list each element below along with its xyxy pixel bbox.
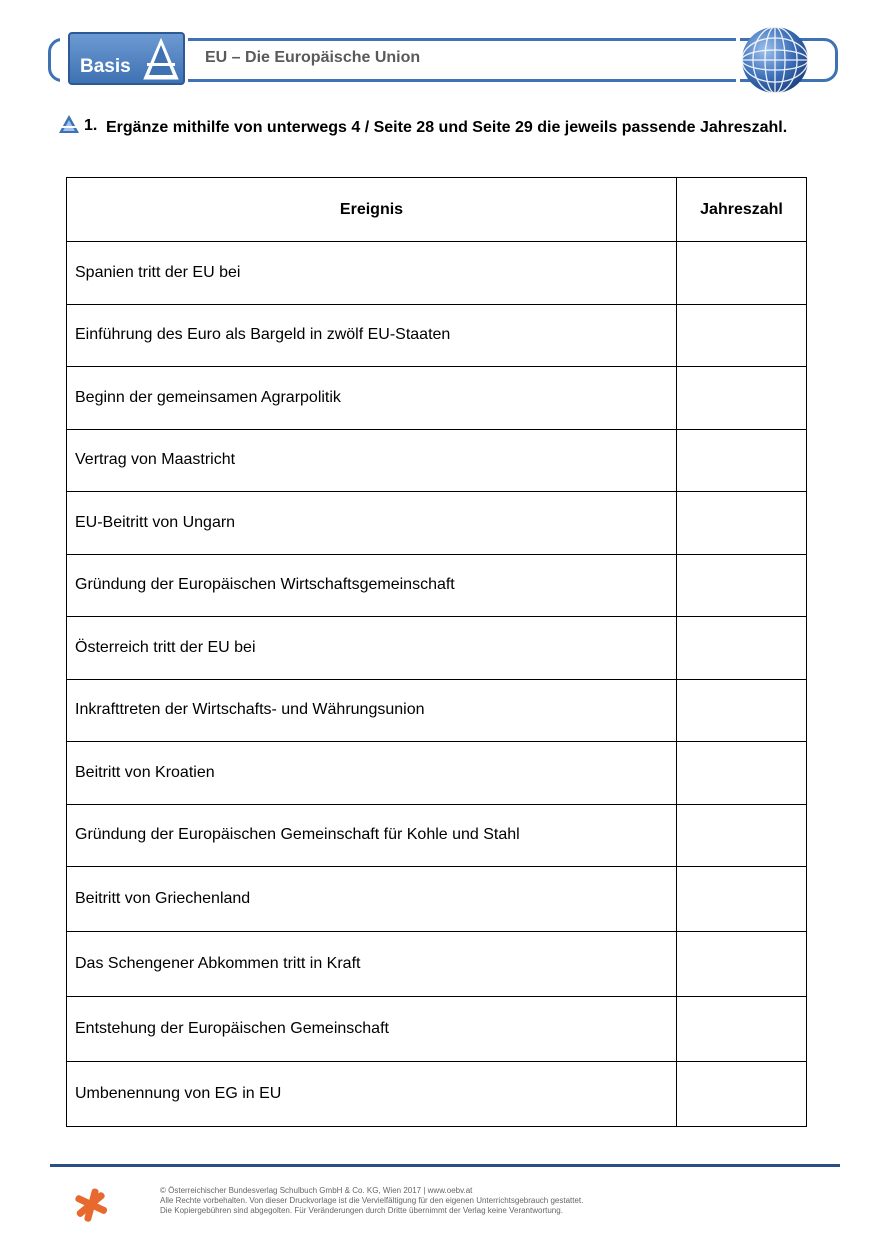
footer-copyright (160, 1186, 583, 1216)
year-cell[interactable] (677, 242, 807, 305)
table-row (67, 242, 807, 305)
table-row (67, 1062, 807, 1127)
triangle-level-icon (142, 37, 180, 81)
event-cell: Einführung des Euro als Bargeld in zwölf EU-Staaten (67, 304, 677, 367)
table-row (67, 304, 807, 367)
table-row (67, 617, 807, 680)
year-cell[interactable] (677, 492, 807, 555)
event-cell: Spanien tritt der EU bei (67, 242, 677, 305)
task-level-icon (58, 114, 80, 134)
event-cell: Gründung der Europäischen Wirtschaftsgemeinschaft (67, 554, 677, 617)
basis-label: Basis (80, 56, 131, 77)
table-row (67, 429, 807, 492)
event-cell: Beitritt von Griechenland (67, 867, 677, 932)
year-cell[interactable] (677, 804, 807, 867)
year-cell[interactable] (677, 554, 807, 617)
publisher-logo-icon (72, 1186, 110, 1224)
table-row (67, 554, 807, 617)
year-cell[interactable] (677, 304, 807, 367)
year-cell[interactable] (677, 1062, 807, 1127)
footer-line-2: Alle Rechte vorbehalten. Von dieser Druckvorlage ist die Vervielfältigung für den eigenen Unterrichtsgebrauch gestattet. (160, 1196, 584, 1205)
event-cell: Beitritt von Kroatien (67, 742, 677, 805)
event-cell: EU-Beitritt von Ungarn (67, 492, 677, 555)
column-header-event: Ereignis (67, 178, 677, 242)
year-cell[interactable] (677, 867, 807, 932)
events-table (66, 177, 806, 1127)
table-row (67, 867, 807, 932)
year-cell[interactable] (677, 429, 807, 492)
table-row (67, 932, 807, 997)
table-row (67, 679, 807, 742)
table-row (67, 742, 807, 805)
table-row (67, 492, 807, 555)
event-cell: Das Schengener Abkommen tritt in Kraft (67, 932, 677, 997)
event-cell: Inkrafttreten der Wirtschafts- und Währungsunion (67, 679, 677, 742)
footer-line-1: © Österreichischer Bundesverlag Schulbuch GmbH & Co. KG, Wien 2017 | www.oebv.at (160, 1186, 473, 1195)
footer-line (50, 1164, 840, 1167)
task-instruction: Ergänze mithilfe von unterwegs 4 / Seite 28 und Seite 29 die jeweils passende Jahreszahl. (106, 119, 788, 136)
year-cell[interactable] (677, 742, 807, 805)
footer-line-3: Die Kopiergebühren sind abgegolten. Für Veränderungen durch Dritte übernimmt der Verlag keine Verantwortung. (160, 1206, 563, 1215)
event-cell: Entstehung der Europäischen Gemeinschaft (67, 997, 677, 1062)
table-header-row (67, 178, 807, 242)
table-row (67, 997, 807, 1062)
year-cell[interactable] (677, 617, 807, 680)
event-cell: Vertrag von Maastricht (67, 429, 677, 492)
page-title: EU – Die Europäische Union (205, 49, 421, 66)
table-row (67, 367, 807, 430)
year-cell[interactable] (677, 367, 807, 430)
globe-icon (740, 25, 810, 95)
year-cell[interactable] (677, 932, 807, 997)
header-line-top (188, 38, 736, 41)
year-cell[interactable] (677, 679, 807, 742)
column-header-year: Jahreszahl (677, 178, 807, 242)
basis-badge (68, 32, 185, 85)
event-cell: Beginn der gemeinsamen Agrarpolitik (67, 367, 677, 430)
table-row (67, 804, 807, 867)
header-line-bottom (188, 79, 736, 82)
event-cell: Österreich tritt der EU bei (67, 617, 677, 680)
event-cell: Gründung der Europäischen Gemeinschaft für Kohle und Stahl (67, 804, 677, 867)
task-number: 1. (84, 117, 98, 134)
year-cell[interactable] (677, 997, 807, 1062)
event-cell: Umbenennung von EG in EU (67, 1062, 677, 1127)
